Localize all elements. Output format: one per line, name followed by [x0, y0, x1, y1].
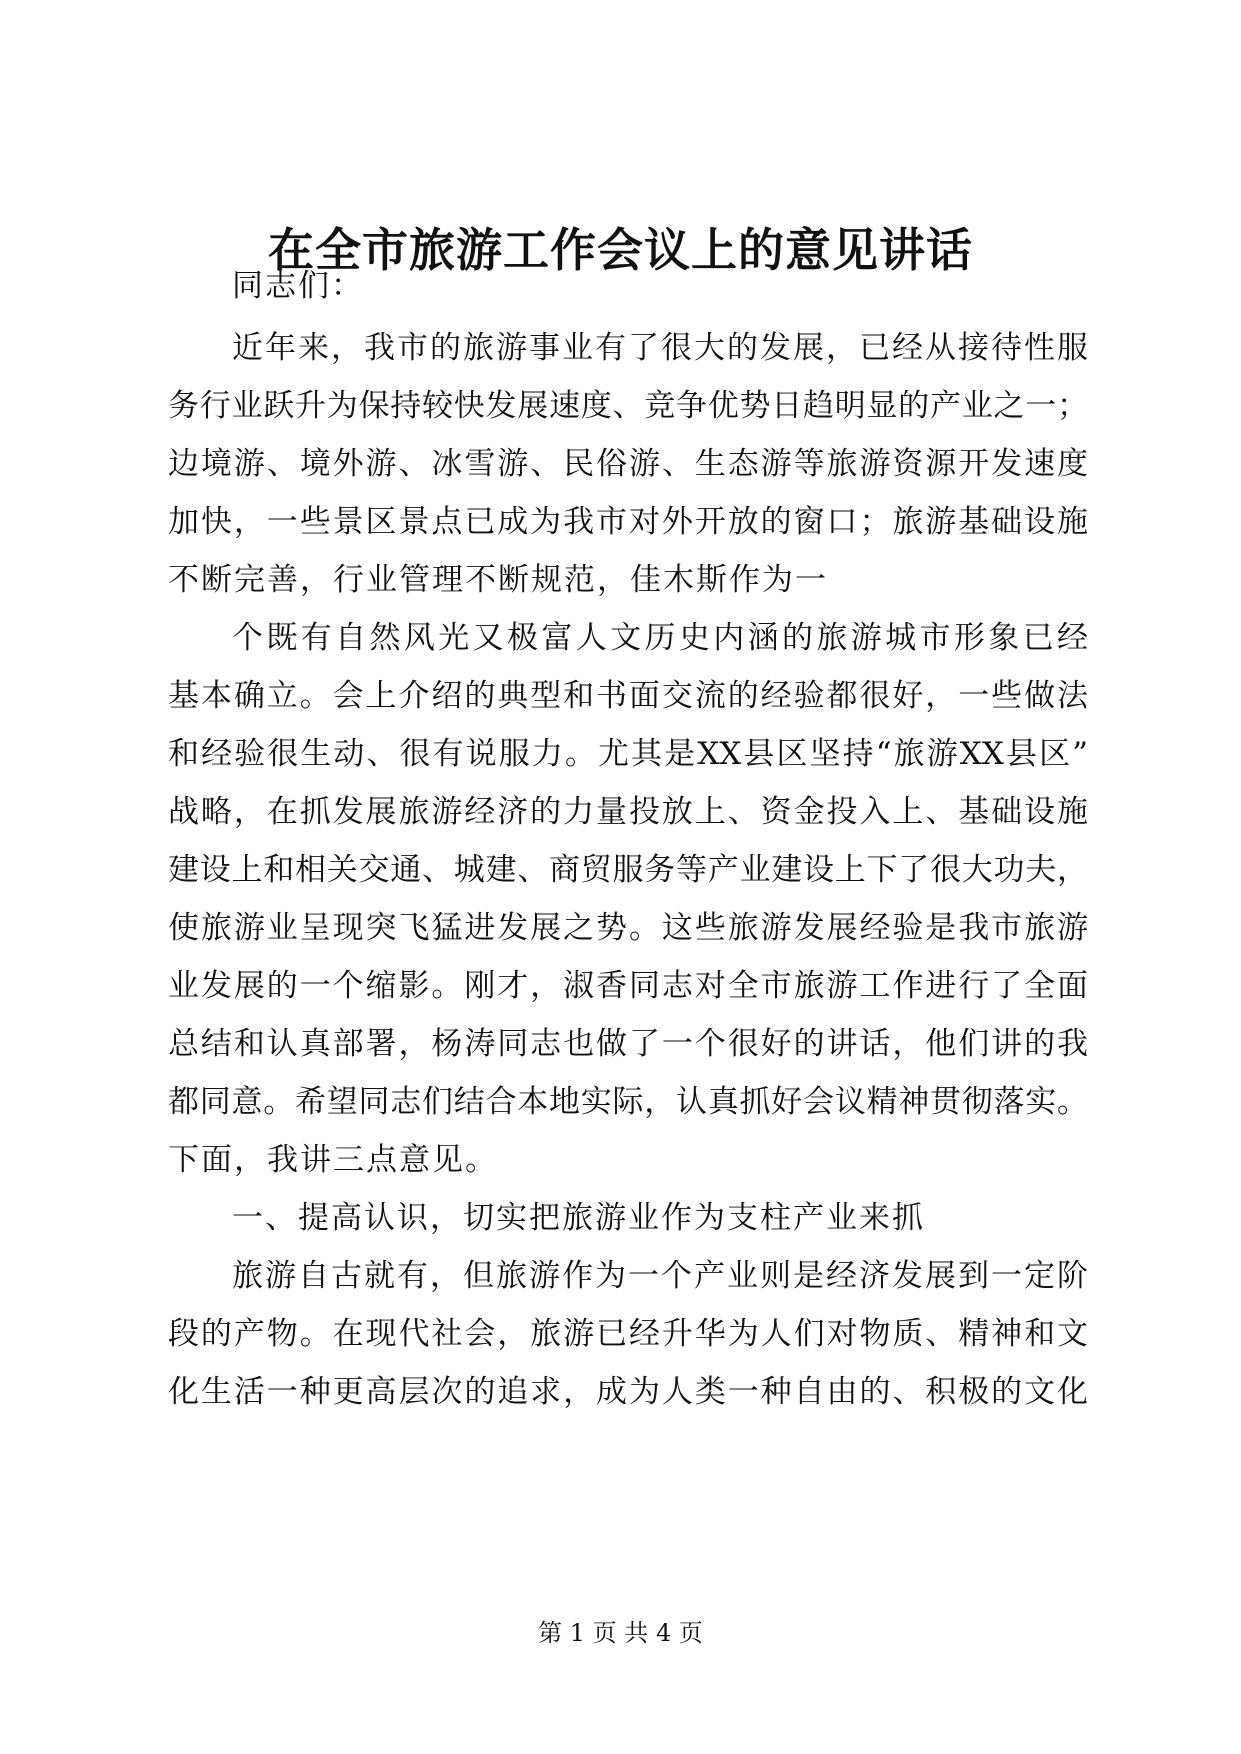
body-line: 化生活一种更高层次的追求，成为人类一种自由的、积极的文化: [168, 1374, 1088, 1410]
body-line: 都同意。希望同志们结合本地实际，认真抓好会议精神贯彻落实。: [168, 1084, 1088, 1120]
body-line: 战略，在抓发展旅游经济的力量投放上、资金投入上、基础设施: [168, 794, 1088, 830]
body-line: 建设上和相关交通、城建、商贸服务等产业建设上下了很大功夫，: [168, 852, 1088, 888]
body-line: 不断完善，行业管理不断规范，佳木斯作为一: [168, 562, 828, 598]
salutation-line: 同志们：: [232, 268, 364, 304]
body-line: 和经验很生动、很有说服力。尤其是XX县区坚持“旅游XX县区”: [168, 736, 1088, 772]
page-footer: 第 1 页 共 4 页: [538, 1619, 703, 1647]
body-line: 段的产物。在现代社会，旅游已经升华为人们对物质、精神和文: [168, 1316, 1088, 1352]
body-line: 个既有自然风光又极富人文历史内涵的旅游城市形象已经: [232, 620, 1088, 656]
body-line: 业发展的一个缩影。刚才，淑香同志对全市旅游工作进行了全面: [168, 968, 1088, 1004]
body-line: 总结和认真部署，杨涛同志也做了一个很好的讲话，他们讲的我: [168, 1026, 1088, 1062]
section-heading: 一、提高认识，切实把旅游业作为支柱产业来抓: [232, 1200, 925, 1236]
body-line: 务行业跃升为保持较快发展速度、竞争优势日趋明显的产业之一；: [168, 388, 1088, 424]
body-line: 加快，一些景区景点已成为我市对外开放的窗口；旅游基础设施: [168, 504, 1088, 540]
document-title: 在全市旅游工作会议上的意见讲话: [268, 223, 973, 277]
body-line: 边境游、境外游、冰雪游、民俗游、生态游等旅游资源开发速度: [168, 446, 1088, 482]
body-line: 近年来，我市的旅游事业有了很大的发展，已经从接待性服: [232, 330, 1088, 366]
body-line: 下面，我讲三点意见。: [168, 1142, 498, 1178]
body-line: 旅游自古就有，但旅游作为一个产业则是经济发展到一定阶: [232, 1258, 1088, 1294]
body-line: 使旅游业呈现突飞猛进发展之势。这些旅游发展经验是我市旅游: [168, 910, 1088, 946]
body-line: 基本确立。会上介绍的典型和书面交流的经验都很好，一些做法: [168, 678, 1088, 714]
